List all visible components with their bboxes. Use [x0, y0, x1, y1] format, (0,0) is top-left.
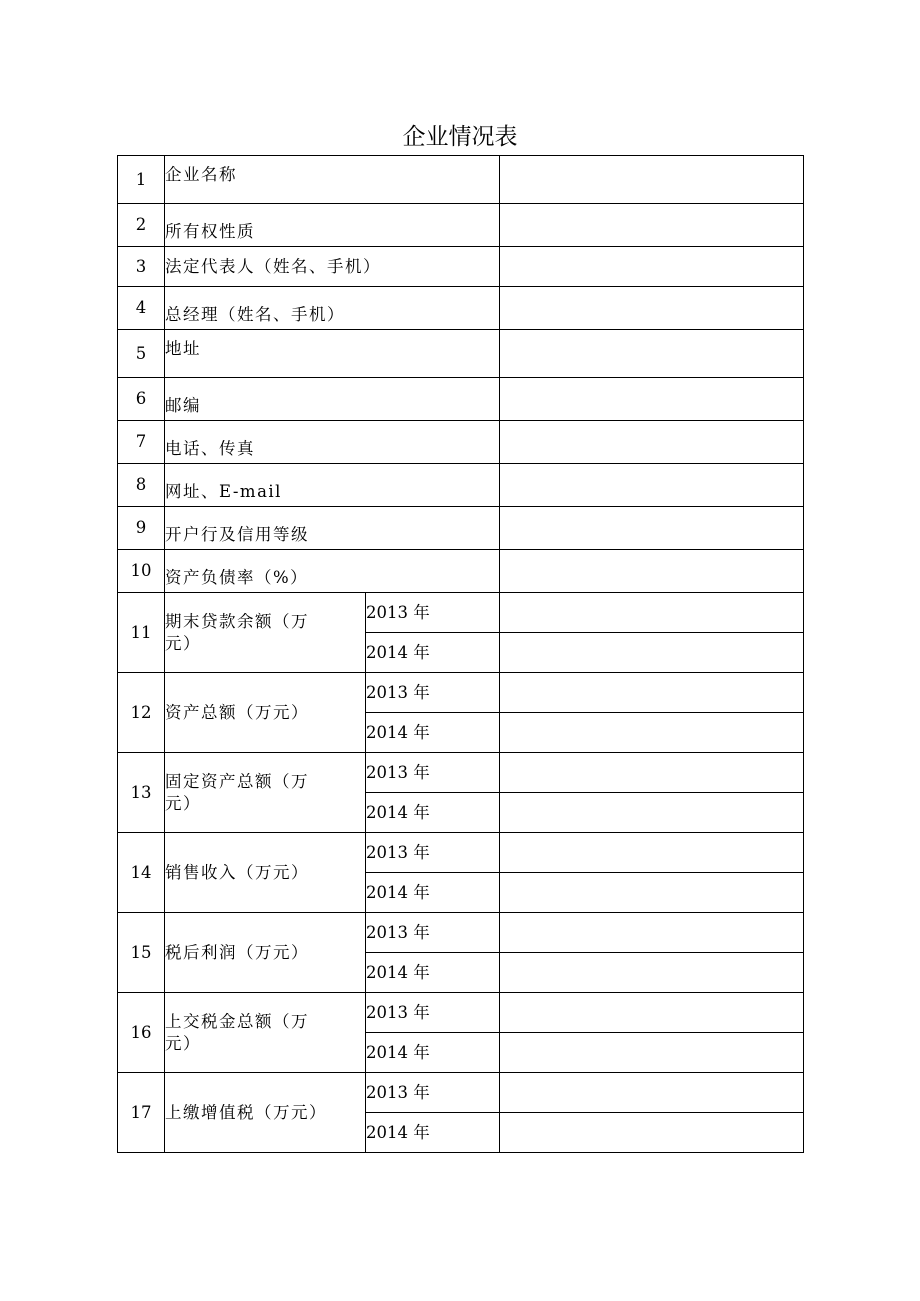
- table-row: [118, 673, 804, 713]
- value-cell[interactable]: [500, 1073, 804, 1113]
- value-cell[interactable]: [500, 913, 804, 953]
- row-label: 开户行及信用等级: [165, 507, 500, 550]
- table-row: [118, 247, 804, 287]
- row-number: 16: [118, 993, 165, 1073]
- row-number: 6: [118, 378, 165, 421]
- year-label: 2013 年: [366, 993, 500, 1033]
- table-row: [118, 464, 804, 507]
- row-label: 期末贷款余额（万元）: [165, 593, 366, 673]
- value-cell[interactable]: [500, 1113, 804, 1153]
- row-label: 总经理（姓名、手机）: [165, 287, 500, 330]
- table-row: [118, 330, 804, 378]
- table-row: [118, 550, 804, 593]
- row-number: 4: [118, 287, 165, 330]
- table-row: [118, 287, 804, 330]
- row-number: 10: [118, 550, 165, 593]
- row-number: 2: [118, 204, 165, 247]
- row-label: 固定资产总额（万元）: [165, 753, 366, 833]
- row-label: 税后利润（万元）: [165, 913, 366, 993]
- value-cell[interactable]: [500, 421, 804, 464]
- value-cell[interactable]: [500, 1033, 804, 1073]
- form-title: 企业情况表: [402, 124, 518, 150]
- table-row: [118, 593, 804, 633]
- value-cell[interactable]: [500, 593, 804, 633]
- row-label: 网址、E-mail: [165, 464, 500, 507]
- value-cell[interactable]: [500, 247, 804, 287]
- year-label: 2013 年: [366, 913, 500, 953]
- year-label: 2014 年: [366, 793, 500, 833]
- row-label: 法定代表人（姓名、手机）: [165, 247, 500, 287]
- value-cell[interactable]: [500, 953, 804, 993]
- row-number: 12: [118, 673, 165, 753]
- table-row: [118, 993, 804, 1033]
- table-row: [118, 378, 804, 421]
- value-cell[interactable]: [500, 753, 804, 793]
- value-cell[interactable]: [500, 713, 804, 753]
- table-row: [118, 156, 804, 204]
- row-label: 资产负债率（%）: [165, 550, 500, 593]
- value-cell[interactable]: [500, 993, 804, 1033]
- year-label: 2014 年: [366, 1113, 500, 1153]
- row-number: 3: [118, 247, 165, 287]
- year-label: 2013 年: [366, 673, 500, 713]
- value-cell[interactable]: [500, 507, 804, 550]
- row-number: 17: [118, 1073, 165, 1153]
- year-label: 2013 年: [366, 593, 500, 633]
- table-row: [118, 204, 804, 247]
- row-label: 上交税金总额（万元）: [165, 993, 366, 1073]
- value-cell[interactable]: [500, 550, 804, 593]
- row-number: 9: [118, 507, 165, 550]
- value-cell[interactable]: [500, 873, 804, 913]
- year-label: 2014 年: [366, 713, 500, 753]
- table-row: [118, 833, 804, 873]
- value-cell[interactable]: [500, 673, 804, 713]
- row-number: 1: [118, 156, 165, 204]
- table-row: [118, 421, 804, 464]
- value-cell[interactable]: [500, 378, 804, 421]
- value-cell[interactable]: [500, 287, 804, 330]
- enterprise-info-table: [117, 155, 804, 1153]
- row-label: 所有权性质: [165, 204, 500, 247]
- value-cell[interactable]: [500, 204, 804, 247]
- year-label: 2014 年: [366, 873, 500, 913]
- row-number: 5: [118, 330, 165, 378]
- table-row: [118, 753, 804, 793]
- row-label: 电话、传真: [165, 421, 500, 464]
- value-cell[interactable]: [500, 633, 804, 673]
- year-label: 2014 年: [366, 633, 500, 673]
- value-cell[interactable]: [500, 330, 804, 378]
- row-number: 7: [118, 421, 165, 464]
- row-number: 15: [118, 913, 165, 993]
- row-number: 11: [118, 593, 165, 673]
- row-label: 销售收入（万元）: [165, 833, 366, 913]
- value-cell[interactable]: [500, 833, 804, 873]
- table-row: [118, 913, 804, 953]
- year-label: 2013 年: [366, 1073, 500, 1113]
- value-cell[interactable]: [500, 793, 804, 833]
- row-label: 地址: [165, 330, 500, 378]
- row-number: 13: [118, 753, 165, 833]
- year-label: 2014 年: [366, 1033, 500, 1073]
- table-row: [118, 507, 804, 550]
- row-label: 资产总额（万元）: [165, 673, 366, 753]
- row-label: 企业名称: [165, 156, 500, 204]
- row-number: 8: [118, 464, 165, 507]
- value-cell[interactable]: [500, 464, 804, 507]
- year-label: 2013 年: [366, 833, 500, 873]
- year-label: 2013 年: [366, 753, 500, 793]
- row-number: 14: [118, 833, 165, 913]
- row-label: 上缴增值税（万元）: [165, 1073, 366, 1153]
- row-label: 邮编: [165, 378, 500, 421]
- table-row: [118, 1073, 804, 1113]
- value-cell[interactable]: [500, 156, 804, 204]
- year-label: 2014 年: [366, 953, 500, 993]
